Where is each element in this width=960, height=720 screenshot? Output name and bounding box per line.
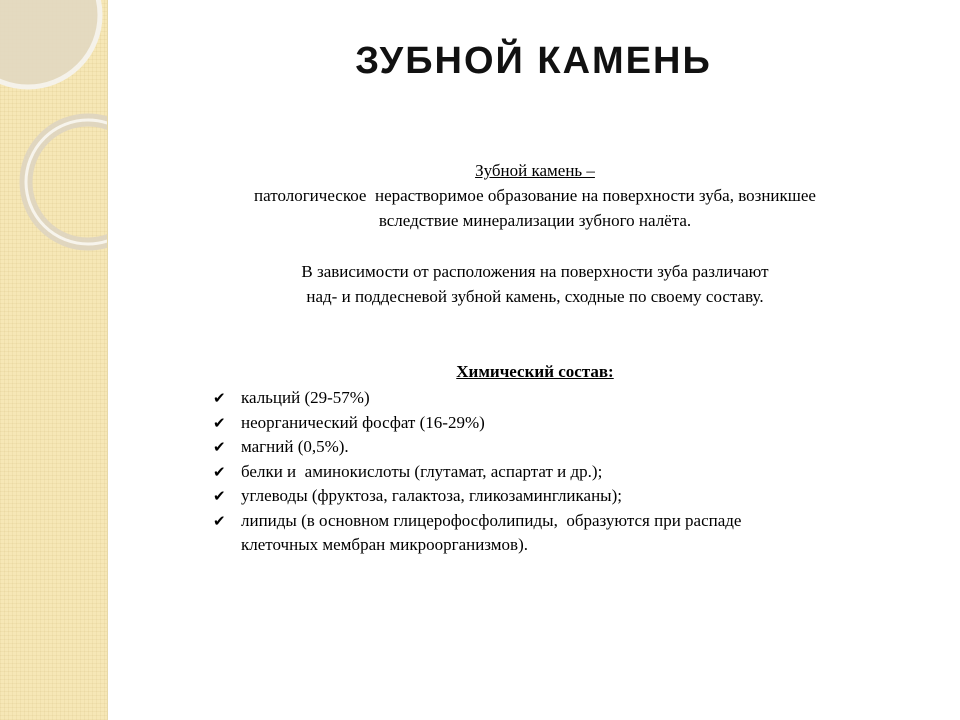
definition-line-1: патологическое нерастворимое образование на поверхности зуба, возникшее	[254, 186, 816, 205]
list-item: ✔ кальций (29-57%)	[213, 386, 913, 411]
list-item: ✔ белки и аминокислоты (глутамат, аспартат и др.);	[213, 460, 913, 485]
check-mark-icon: ✔	[213, 389, 226, 407]
list-item: ✔ углеводы (фруктоза, галактоза, гликозамингликаны);	[213, 484, 913, 509]
list-item: ✔ липиды (в основном глицерофосфолипиды, образуются при распаде	[213, 509, 913, 534]
composition-heading: Химический состав:	[456, 362, 614, 381]
check-mark-icon: ✔	[213, 511, 226, 530]
check-mark-icon: ✔	[213, 413, 226, 432]
slide-title: ЗУБНОЙ КАМЕНЬ	[355, 40, 712, 82]
composition-list	[213, 386, 913, 558]
location-block	[130, 259, 940, 309]
definition-block	[130, 158, 940, 233]
location-line-2: над- и поддесневой зубной камень, сходные по своему составу.	[306, 287, 764, 306]
check-mark-icon: ✔	[213, 438, 226, 456]
list-item: ✔ неорганический фосфат (16-29%)	[213, 411, 913, 436]
definition-line-2: вследствие минерализации зубного налёта.	[378, 211, 692, 230]
list-item: ✔ магний (0,5%).	[213, 435, 913, 460]
decorative-rings	[0, 0, 107, 260]
check-mark-icon: ✔	[213, 487, 226, 505]
location-line-1: В зависимости от расположения на поверхности зуба различают	[301, 262, 769, 281]
list-item-continuation: клеточных мембран микроорганизмов).	[241, 535, 528, 554]
definition-term: Зубной камень –	[475, 161, 595, 180]
check-mark-icon: ✔	[213, 462, 226, 481]
decorative-side-band	[0, 0, 108, 720]
